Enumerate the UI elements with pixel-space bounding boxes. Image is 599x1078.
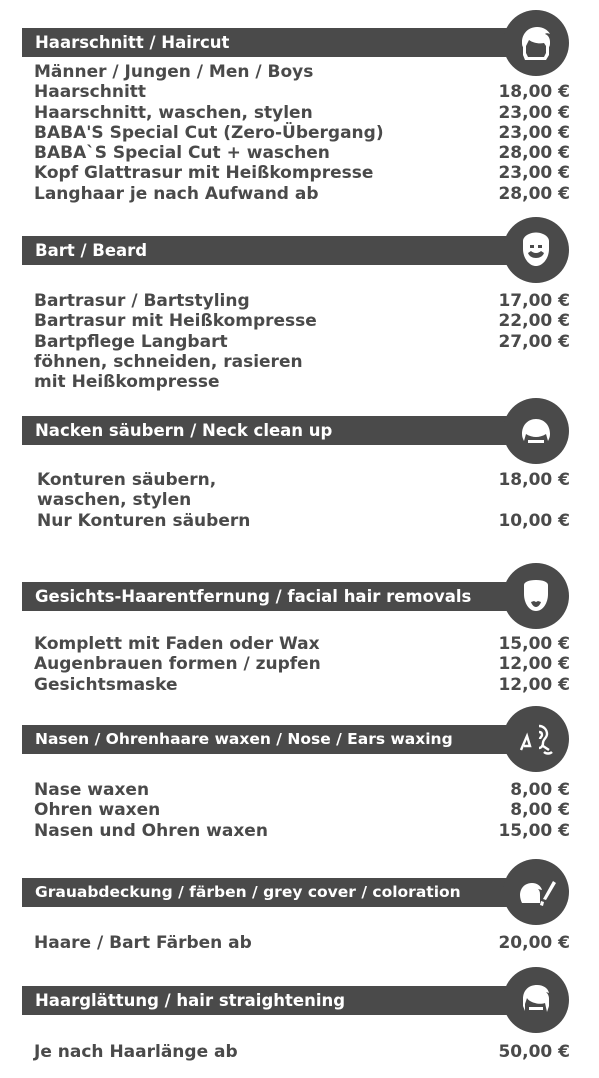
service-label: Männer / Jungen / Men / Boys bbox=[34, 62, 314, 82]
service-label: Nasen und Ohren waxen bbox=[34, 820, 268, 841]
service-label: Langhaar je nach Aufwand ab bbox=[34, 183, 319, 204]
section-title: Bart / Beard bbox=[22, 236, 542, 265]
service-price: 22,00 € bbox=[498, 311, 570, 332]
list-item bbox=[34, 62, 570, 82]
service-price: 18,00 € bbox=[498, 82, 570, 103]
list-item bbox=[34, 163, 570, 183]
service-price: 15,00 € bbox=[498, 634, 570, 654]
service-label: Haarschnitt bbox=[34, 82, 147, 103]
service-label: Je nach Haarlänge ab bbox=[34, 1042, 238, 1062]
price-list bbox=[34, 291, 570, 392]
section-title: Nacken säubern / Neck clean up bbox=[22, 416, 542, 445]
list-item bbox=[34, 332, 570, 352]
price-list bbox=[34, 62, 570, 204]
service-price: 10,00 € bbox=[498, 510, 570, 531]
list-item bbox=[34, 1042, 570, 1062]
service-label: Bartrasur / Bartstyling bbox=[34, 291, 250, 311]
price-list bbox=[34, 780, 570, 841]
list-item bbox=[34, 311, 570, 331]
list-item bbox=[34, 634, 570, 654]
list-item bbox=[34, 675, 570, 695]
price-list bbox=[37, 470, 570, 531]
nose-ear-wax-icon bbox=[503, 706, 569, 772]
service-price: 20,00 € bbox=[498, 933, 570, 953]
list-item bbox=[34, 372, 570, 392]
service-price: 28,00 € bbox=[498, 183, 570, 204]
service-label: Nur Konturen säubern bbox=[37, 510, 251, 531]
service-price: 18,00 € bbox=[498, 470, 570, 490]
section-title: Haarschnitt / Haircut bbox=[22, 28, 542, 57]
service-price: 8,00 € bbox=[510, 780, 570, 800]
section-title: Nasen / Ohrenhaare waxen / Nose / Ears waxing bbox=[22, 725, 542, 754]
service-label: Kopf Glattrasur mit Heißkompresse bbox=[34, 163, 374, 184]
service-label: waschen, stylen bbox=[37, 490, 192, 511]
list-item bbox=[34, 933, 570, 953]
service-price: 27,00 € bbox=[498, 331, 570, 352]
service-price: 23,00 € bbox=[498, 163, 570, 184]
service-label: Nase waxen bbox=[34, 780, 150, 800]
list-item bbox=[37, 470, 570, 490]
list-item bbox=[37, 511, 570, 531]
service-price: 12,00 € bbox=[498, 674, 570, 695]
hair-dye-icon bbox=[503, 859, 569, 925]
list-item bbox=[37, 490, 570, 510]
service-label: Komplett mit Faden oder Wax bbox=[34, 634, 320, 654]
price-list bbox=[34, 634, 570, 695]
service-price: 17,00 € bbox=[498, 291, 570, 311]
service-label: Konturen säubern, bbox=[37, 470, 217, 490]
list-item bbox=[34, 800, 570, 820]
list-item bbox=[34, 123, 570, 143]
beard-icon bbox=[503, 217, 569, 283]
service-price: 28,00 € bbox=[498, 143, 570, 164]
service-label: Augenbrauen formen / zupfen bbox=[34, 654, 321, 675]
list-item bbox=[34, 291, 570, 311]
service-price: 23,00 € bbox=[498, 122, 570, 143]
straight-hair-icon bbox=[503, 967, 569, 1033]
list-item bbox=[34, 352, 570, 372]
list-item bbox=[34, 780, 570, 800]
service-label: Haarschnitt, waschen, stylen bbox=[34, 102, 313, 123]
service-price: 12,00 € bbox=[498, 654, 570, 675]
list-item bbox=[34, 821, 570, 841]
service-price: 23,00 € bbox=[498, 102, 570, 123]
service-label: Bartpflege Langbart bbox=[34, 331, 228, 352]
price-list bbox=[34, 933, 570, 953]
section-title: Gesichts-Haarentfernung / facial hair removals bbox=[22, 582, 542, 611]
service-price: 8,00 € bbox=[510, 800, 570, 821]
list-item bbox=[34, 103, 570, 123]
list-item bbox=[34, 184, 570, 204]
neck-hair-icon bbox=[503, 398, 569, 464]
section-title: Grauabdeckung / färben / grey cover / coloration bbox=[22, 878, 542, 907]
face-icon bbox=[503, 563, 569, 629]
section-title: Haarglättung / hair straightening bbox=[22, 986, 542, 1015]
service-label: BABA`S Special Cut + waschen bbox=[34, 143, 330, 164]
price-list bbox=[34, 1042, 570, 1062]
service-label: Haare / Bart Färben ab bbox=[34, 933, 252, 953]
service-price: 15,00 € bbox=[498, 820, 570, 841]
list-item bbox=[34, 654, 570, 674]
list-item bbox=[34, 143, 570, 163]
service-label: Gesichtsmaske bbox=[34, 674, 178, 695]
service-label: BABA'S Special Cut (Zero-Übergang) bbox=[34, 122, 384, 143]
service-label: Ohren waxen bbox=[34, 800, 161, 821]
service-label: mit Heißkompresse bbox=[34, 372, 220, 393]
list-item bbox=[34, 82, 570, 102]
service-label: föhnen, schneiden, rasieren bbox=[34, 351, 303, 372]
service-label: Bartrasur mit Heißkompresse bbox=[34, 311, 317, 332]
service-price: 50,00 € bbox=[498, 1042, 570, 1062]
